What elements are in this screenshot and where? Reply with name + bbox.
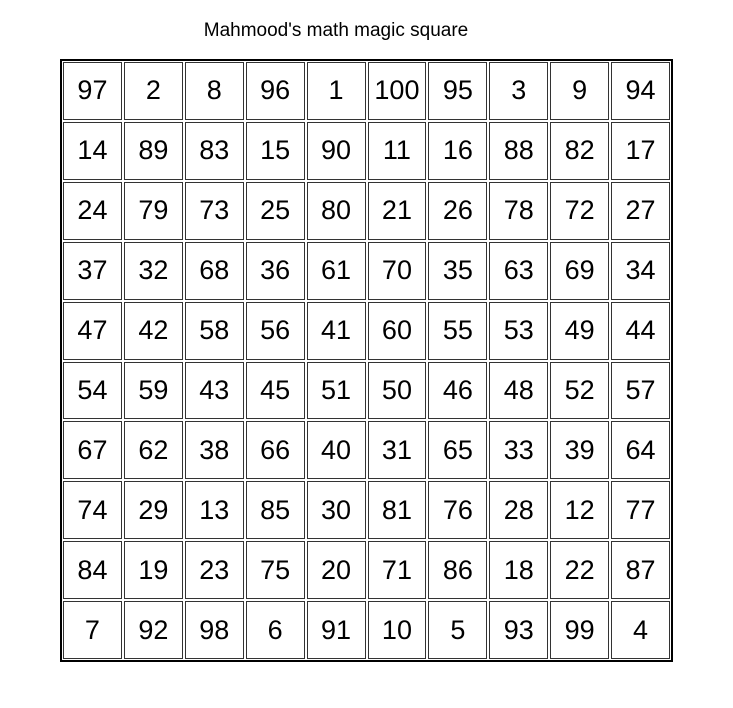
grid-cell: 96 bbox=[246, 62, 305, 120]
grid-cell: 23 bbox=[185, 541, 244, 599]
grid-cell: 59 bbox=[124, 362, 183, 420]
grid-cell: 41 bbox=[307, 302, 366, 360]
grid-cell: 82 bbox=[550, 122, 609, 180]
grid-cell: 70 bbox=[368, 242, 427, 300]
grid-cell: 52 bbox=[550, 362, 609, 420]
grid-cell: 87 bbox=[611, 541, 670, 599]
grid-cell: 39 bbox=[550, 421, 609, 479]
grid-cell: 94 bbox=[611, 62, 670, 120]
grid-cell: 99 bbox=[550, 601, 609, 659]
grid-cell: 54 bbox=[63, 362, 122, 420]
grid-cell: 9 bbox=[550, 62, 609, 120]
grid-cell: 28 bbox=[489, 481, 548, 539]
grid-cell: 29 bbox=[124, 481, 183, 539]
grid-cell: 44 bbox=[611, 302, 670, 360]
grid-cell: 17 bbox=[611, 122, 670, 180]
grid-cell: 50 bbox=[368, 362, 427, 420]
grid-cell: 20 bbox=[307, 541, 366, 599]
grid-cell: 62 bbox=[124, 421, 183, 479]
page-title bbox=[0, 19, 672, 43]
grid-cell: 31 bbox=[368, 421, 427, 479]
grid-cell: 25 bbox=[246, 182, 305, 240]
grid-cell: 2 bbox=[124, 62, 183, 120]
grid-cell: 92 bbox=[124, 601, 183, 659]
grid-cell: 24 bbox=[63, 182, 122, 240]
grid-cell: 49 bbox=[550, 302, 609, 360]
grid-cell: 30 bbox=[307, 481, 366, 539]
grid-cell: 77 bbox=[611, 481, 670, 539]
grid-cell: 45 bbox=[246, 362, 305, 420]
grid-cell: 19 bbox=[124, 541, 183, 599]
grid-cell: 63 bbox=[489, 242, 548, 300]
grid-cell: 74 bbox=[63, 481, 122, 539]
grid-cell: 14 bbox=[63, 122, 122, 180]
grid-cell: 3 bbox=[489, 62, 548, 120]
grid-cell: 67 bbox=[63, 421, 122, 479]
grid-cell: 81 bbox=[368, 481, 427, 539]
grid-cell: 53 bbox=[489, 302, 548, 360]
grid-cell: 42 bbox=[124, 302, 183, 360]
grid-cell: 71 bbox=[368, 541, 427, 599]
grid-cell: 13 bbox=[185, 481, 244, 539]
grid-cell: 95 bbox=[428, 62, 487, 120]
grid-cell: 86 bbox=[428, 541, 487, 599]
grid-cell: 78 bbox=[489, 182, 548, 240]
grid-cell: 64 bbox=[611, 421, 670, 479]
grid-cell: 34 bbox=[611, 242, 670, 300]
grid-cell: 7 bbox=[63, 601, 122, 659]
grid-cell: 43 bbox=[185, 362, 244, 420]
grid-cell: 72 bbox=[550, 182, 609, 240]
grid-cell: 48 bbox=[489, 362, 548, 420]
grid-cell: 91 bbox=[307, 601, 366, 659]
grid-cell: 51 bbox=[307, 362, 366, 420]
grid-cell: 35 bbox=[428, 242, 487, 300]
grid-cell: 68 bbox=[185, 242, 244, 300]
grid-cell: 83 bbox=[185, 122, 244, 180]
grid-cell: 22 bbox=[550, 541, 609, 599]
grid-cell: 15 bbox=[246, 122, 305, 180]
grid-cell: 5 bbox=[428, 601, 487, 659]
grid-cell: 6 bbox=[246, 601, 305, 659]
grid-cell: 79 bbox=[124, 182, 183, 240]
magic-square-grid bbox=[60, 59, 673, 662]
grid-cell: 12 bbox=[550, 481, 609, 539]
grid-cell: 47 bbox=[63, 302, 122, 360]
grid-cell: 85 bbox=[246, 481, 305, 539]
grid-cell: 93 bbox=[489, 601, 548, 659]
grid-cell: 84 bbox=[63, 541, 122, 599]
grid-cell: 80 bbox=[307, 182, 366, 240]
grid-cell: 89 bbox=[124, 122, 183, 180]
grid-cell: 75 bbox=[246, 541, 305, 599]
grid-cell: 56 bbox=[246, 302, 305, 360]
grid-cell: 40 bbox=[307, 421, 366, 479]
grid-cell: 58 bbox=[185, 302, 244, 360]
grid-cell: 55 bbox=[428, 302, 487, 360]
grid-cell: 1 bbox=[307, 62, 366, 120]
grid-cell: 27 bbox=[611, 182, 670, 240]
grid-cell: 38 bbox=[185, 421, 244, 479]
grid-cell: 76 bbox=[428, 481, 487, 539]
grid-cell: 16 bbox=[428, 122, 487, 180]
grid-cell: 100 bbox=[368, 62, 427, 120]
grid-cell: 90 bbox=[307, 122, 366, 180]
grid-cell: 37 bbox=[63, 242, 122, 300]
grid-cell: 60 bbox=[368, 302, 427, 360]
grid-cell: 4 bbox=[611, 601, 670, 659]
grid-cell: 32 bbox=[124, 242, 183, 300]
grid-cell: 33 bbox=[489, 421, 548, 479]
grid-cell: 61 bbox=[307, 242, 366, 300]
grid-cell: 97 bbox=[63, 62, 122, 120]
grid-cell: 73 bbox=[185, 182, 244, 240]
grid-cell: 69 bbox=[550, 242, 609, 300]
title-text: Mahmood's math magic square bbox=[203, 20, 469, 41]
grid-cell: 11 bbox=[368, 122, 427, 180]
grid-cell: 18 bbox=[489, 541, 548, 599]
grid-cell: 98 bbox=[185, 601, 244, 659]
grid-cell: 36 bbox=[246, 242, 305, 300]
grid-cell: 88 bbox=[489, 122, 548, 180]
grid-cell: 66 bbox=[246, 421, 305, 479]
grid-cell: 21 bbox=[368, 182, 427, 240]
grid-cell: 26 bbox=[428, 182, 487, 240]
grid-cell: 46 bbox=[428, 362, 487, 420]
grid-cell: 10 bbox=[368, 601, 427, 659]
grid-cell: 65 bbox=[428, 421, 487, 479]
grid-cell: 8 bbox=[185, 62, 244, 120]
grid-cell: 57 bbox=[611, 362, 670, 420]
